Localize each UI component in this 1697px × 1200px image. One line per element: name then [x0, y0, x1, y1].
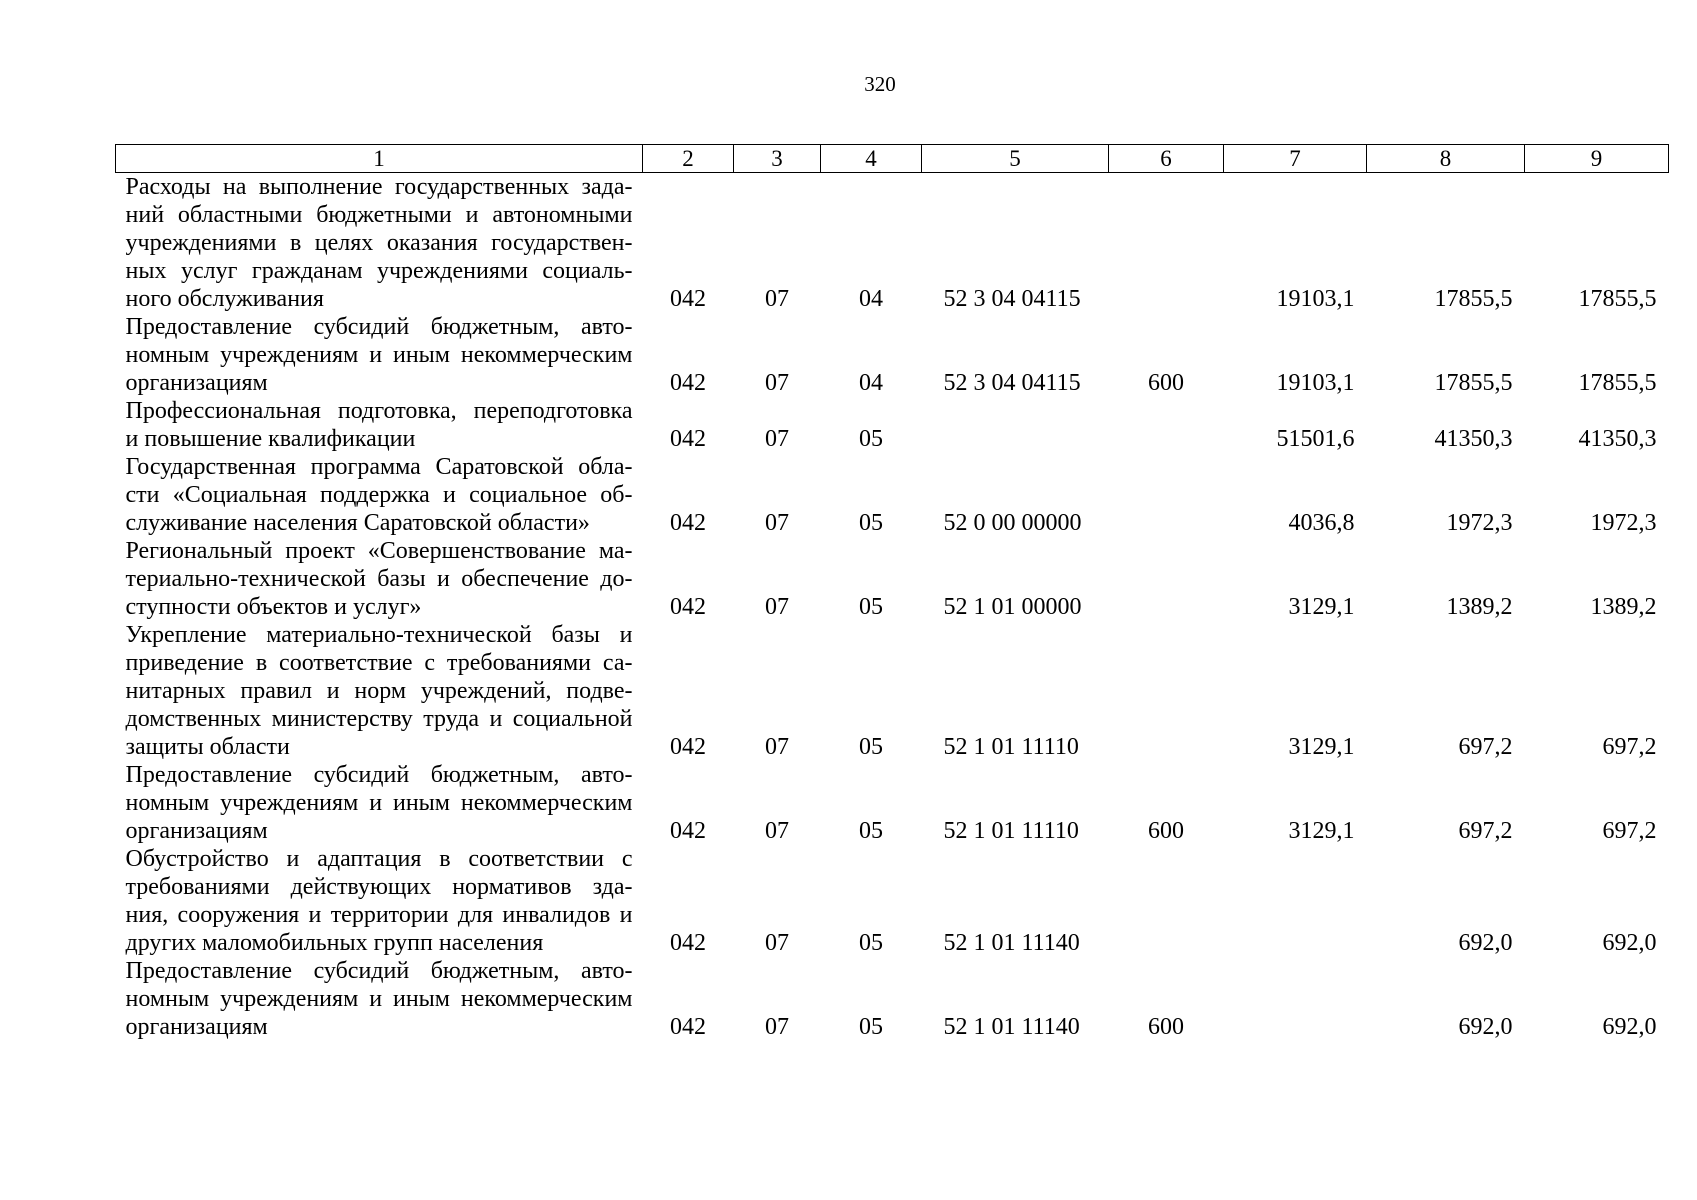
row-name-line: Региональный проект «Совершенствование ма-	[125, 538, 633, 564]
row-name	[116, 313, 643, 397]
cell-section: 07	[765, 510, 789, 536]
row-name-line: Обустройство и адаптация в соответствии с	[125, 846, 633, 872]
row-name-line: Укрепление материально-технической базы и	[125, 622, 633, 648]
cell-expense-type	[1109, 453, 1224, 537]
row-name-line: требованиями действующих нормативов зда-	[125, 874, 633, 900]
header-cell: 2	[643, 145, 734, 173]
cell-amount-7: 3129,1	[1288, 734, 1355, 760]
cell-expense-type	[1109, 397, 1224, 453]
row-name-line: служивание населения Саратовской области»	[125, 510, 590, 536]
row-name	[116, 621, 643, 761]
row-name-line: Предоставление субсидий бюджетным, авто-	[125, 762, 633, 788]
cell-target-article: 52 1 01 11110	[943, 734, 1079, 760]
cell-section: 07	[765, 370, 789, 396]
row-name-line: териально-технической базы и обеспечение до-	[125, 566, 633, 592]
header-cell: 5	[922, 145, 1109, 173]
row-name-line: ных услуг гражданам учреждениями социаль-	[125, 258, 633, 284]
cell-amount-9: 692,0	[1602, 1014, 1657, 1040]
cell-section: 07	[765, 594, 789, 620]
cell-amount-8: 1972,3	[1446, 510, 1513, 536]
cell-ministry: 042	[670, 930, 706, 956]
row-name-line: Расходы на выполнение государственных зада-	[125, 174, 633, 200]
row-name	[116, 453, 643, 537]
cell-target-article: 52 1 01 11140	[943, 930, 1080, 956]
row-name-line: Предоставление субсидий бюджетным, авто-	[125, 314, 633, 340]
cell-ministry: 042	[670, 510, 706, 536]
cell-amount-7: 3129,1	[1288, 818, 1355, 844]
row-name	[116, 957, 643, 1041]
cell-expense-type	[1109, 173, 1224, 314]
row-name-line: номным учреждениям и иным некоммерческим	[125, 986, 633, 1012]
cell-amount-9: 17855,5	[1578, 286, 1657, 312]
cell-expense-type	[1109, 845, 1224, 957]
table-body	[116, 173, 1669, 1042]
cell-amount-8: 1389,2	[1446, 594, 1513, 620]
row-name-line: Предоставление субсидий бюджетным, авто-	[125, 958, 633, 984]
cell-subsection: 05	[859, 510, 883, 536]
row-name-line: нитарных правил и норм учреждений, подве-	[125, 678, 633, 704]
cell-amount-9: 697,2	[1602, 818, 1657, 844]
header-cell: 8	[1367, 145, 1525, 173]
row-name-line: защиты области	[125, 734, 290, 760]
cell-amount-9: 692,0	[1602, 930, 1657, 956]
table-row	[116, 537, 1669, 621]
row-name-line: номным учреждениям и иным некоммерческим	[125, 790, 633, 816]
row-name-line: организациям	[125, 818, 268, 844]
header-cell: 3	[734, 145, 821, 173]
cell-section: 07	[765, 286, 789, 312]
row-name	[116, 537, 643, 621]
cell-amount-8: 692,0	[1458, 1014, 1513, 1040]
table-row	[116, 957, 1669, 1041]
cell-amount-7: 3129,1	[1288, 594, 1355, 620]
header-cell: 7	[1224, 145, 1367, 173]
cell-expense-type: 600	[1148, 370, 1184, 396]
table-row	[116, 397, 1669, 453]
cell-amount-7: 4036,8	[1288, 510, 1355, 536]
cell-target-article: 52 1 01 11110	[943, 818, 1079, 844]
cell-amount-8: 697,2	[1458, 818, 1513, 844]
cell-amount-7	[1224, 957, 1367, 1041]
row-name	[116, 173, 643, 314]
cell-expense-type: 600	[1148, 818, 1184, 844]
header-cell: 9	[1525, 145, 1669, 173]
cell-target-article	[922, 397, 1109, 453]
row-name	[116, 845, 643, 957]
row-name-line: ного обслуживания	[125, 286, 324, 312]
cell-subsection: 05	[859, 594, 883, 620]
cell-subsection: 05	[859, 734, 883, 760]
cell-ministry: 042	[670, 286, 706, 312]
table-row	[116, 845, 1669, 957]
row-name-line: ний областными бюджетными и автономными	[125, 202, 633, 228]
row-name-line: сти «Социальная поддержка и социальное об-	[125, 482, 633, 508]
cell-ministry: 042	[670, 370, 706, 396]
cell-target-article: 52 3 04 04115	[943, 286, 1081, 312]
cell-amount-7: 19103,1	[1276, 286, 1355, 312]
table-row	[116, 761, 1669, 845]
row-name-line: ния, сооружения и территории для инвалидов и	[125, 902, 633, 928]
cell-ministry: 042	[670, 734, 706, 760]
cell-subsection: 05	[859, 1014, 883, 1040]
row-name	[116, 761, 643, 845]
table-row	[116, 313, 1669, 397]
cell-target-article: 52 1 01 11140	[943, 1014, 1080, 1040]
row-name-line: Государственная программа Саратовской обла-	[125, 454, 633, 480]
cell-subsection: 05	[859, 930, 883, 956]
cell-expense-type	[1109, 621, 1224, 761]
cell-section: 07	[765, 930, 789, 956]
cell-ministry: 042	[670, 818, 706, 844]
table-row	[116, 173, 1669, 314]
row-name-line: организациям	[125, 370, 268, 396]
cell-ministry: 042	[670, 594, 706, 620]
cell-amount-7: 51501,6	[1276, 426, 1355, 452]
cell-amount-8: 697,2	[1458, 734, 1513, 760]
table-header-row	[116, 145, 1669, 173]
cell-section: 07	[765, 734, 789, 760]
row-name-line: ступности объектов и услуг»	[125, 594, 422, 620]
cell-section: 07	[765, 426, 789, 452]
cell-amount-9: 41350,3	[1578, 426, 1657, 452]
cell-amount-9: 1972,3	[1590, 510, 1657, 536]
cell-expense-type	[1109, 537, 1224, 621]
cell-subsection: 04	[859, 370, 883, 396]
cell-subsection: 05	[859, 426, 883, 452]
header-cell: 6	[1109, 145, 1224, 173]
cell-amount-8: 692,0	[1458, 930, 1513, 956]
row-name-line: и повышение квалификации	[125, 426, 416, 452]
header-cell: 1	[116, 145, 643, 173]
cell-subsection: 05	[859, 818, 883, 844]
cell-ministry: 042	[670, 426, 706, 452]
budget-table	[115, 144, 1669, 1041]
cell-section: 07	[765, 818, 789, 844]
cell-amount-8: 17855,5	[1434, 370, 1513, 396]
row-name-line: других маломобильных групп населения	[125, 930, 544, 956]
row-name-line: учреждениями в целях оказания государствен-	[125, 230, 633, 256]
header-cell: 4	[821, 145, 922, 173]
cell-amount-7	[1224, 845, 1367, 957]
row-name-line: Профессиональная подготовка, переподготовка	[125, 398, 633, 424]
page-number: 320	[864, 72, 896, 96]
row-name-line: приведение в соответствие с требованиями са-	[125, 650, 633, 676]
cell-expense-type: 600	[1148, 1014, 1184, 1040]
cell-subsection: 04	[859, 286, 883, 312]
table-row	[116, 453, 1669, 537]
cell-amount-9: 17855,5	[1578, 370, 1657, 396]
cell-amount-9: 697,2	[1602, 734, 1657, 760]
cell-section: 07	[765, 1014, 789, 1040]
table-row	[116, 621, 1669, 761]
cell-target-article: 52 1 01 00000	[943, 594, 1082, 620]
cell-ministry: 042	[670, 1014, 706, 1040]
cell-amount-7: 19103,1	[1276, 370, 1355, 396]
cell-amount-8: 41350,3	[1434, 426, 1513, 452]
cell-target-article: 52 0 00 00000	[943, 510, 1082, 536]
row-name	[116, 397, 643, 453]
row-name-line: организациям	[125, 1014, 268, 1040]
cell-amount-9: 1389,2	[1590, 594, 1657, 620]
row-name-line: номным учреждениям и иным некоммерческим	[125, 342, 633, 368]
cell-target-article: 52 3 04 04115	[943, 370, 1081, 396]
row-name-line: домственных министерству труда и социальной	[125, 706, 633, 732]
cell-amount-8: 17855,5	[1434, 286, 1513, 312]
